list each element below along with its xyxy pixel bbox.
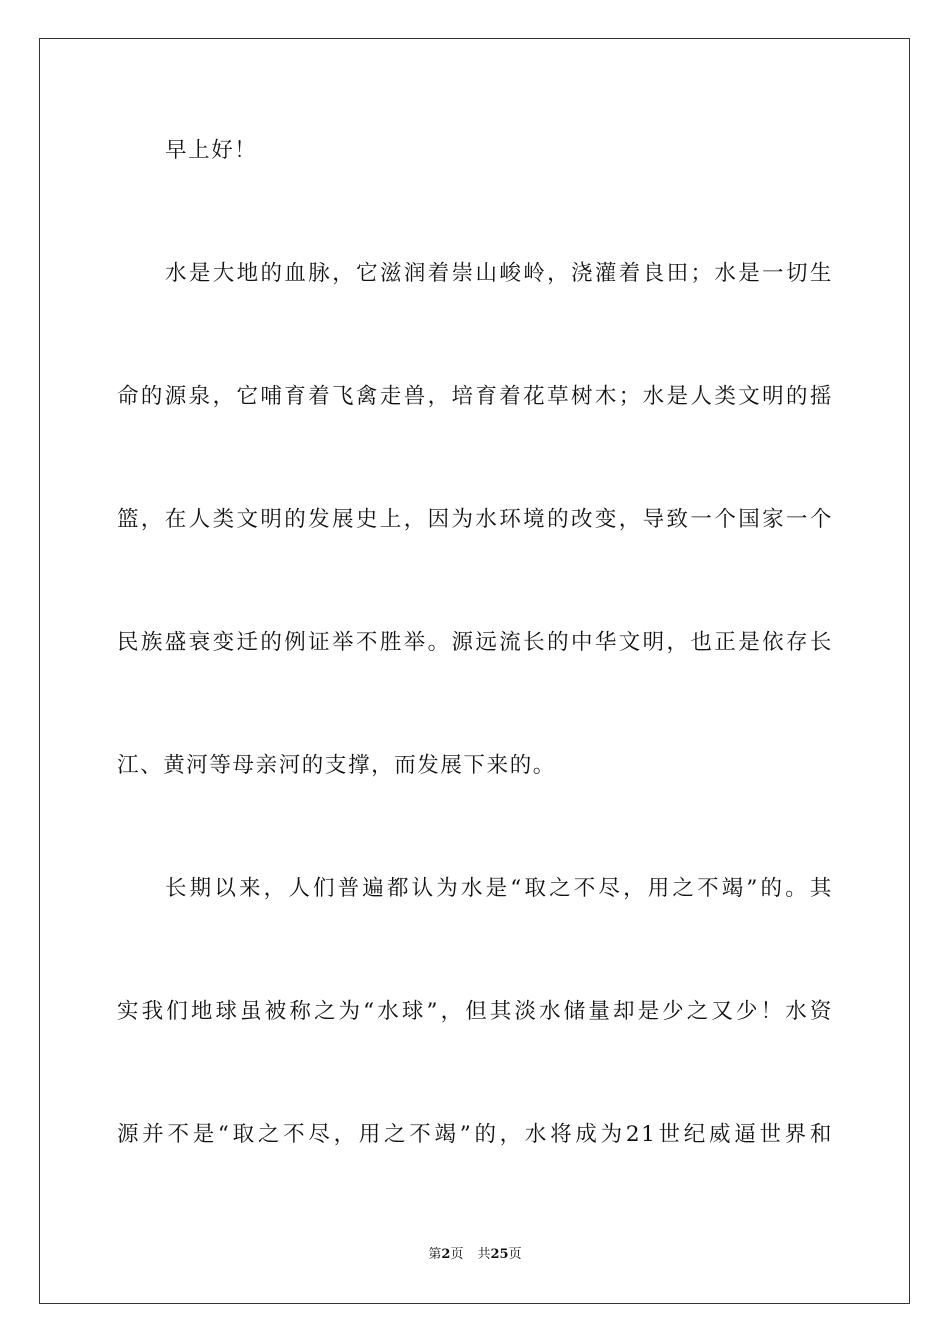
page-prefix: 第 <box>428 1247 442 1262</box>
paragraph-1-line-2: 命的源泉，它哺育着飞禽走兽，培育着花草树木；水是人类文明的摇 <box>117 384 833 409</box>
paragraph-2-line-3: 源并不是“取之不尽，用之不竭”的，水将成为21世纪威逼世界和 <box>117 1122 833 1147</box>
page-footer <box>0 1245 950 1265</box>
greeting-line: 早上好！ <box>165 138 258 163</box>
page-suffix: 页 <box>450 1247 464 1262</box>
paragraph-1-line-3: 篮，在人类文明的发展史上，因为水环境的改变，导致一个国家一个 <box>117 507 833 532</box>
page-number: 2 <box>441 1247 451 1262</box>
page-border <box>39 38 910 1304</box>
paragraph-2-line-1: 长期以来，人们普遍都认为水是“取之不尽，用之不竭”的。其 <box>165 876 833 901</box>
total-prefix: 共 <box>477 1247 491 1262</box>
paragraph-1-line-1: 水是大地的血脉，它滋润着崇山峻岭，浇灌着良田；水是一切生 <box>165 261 833 286</box>
total-pages: 25 <box>490 1247 509 1262</box>
paragraph-1-line-4: 民族盛衰变迁的例证举不胜举。源远流长的中华文明，也正是依存长 <box>117 630 833 655</box>
paragraph-1-line-5: 江、黄河等母亲河的支撑，而发展下来的。 <box>117 753 556 778</box>
total-suffix: 页 <box>508 1247 522 1262</box>
paragraph-2-line-2: 实我们地球虽被称之为“水球”，但其淡水储量却是少之又少！水资 <box>117 999 833 1024</box>
